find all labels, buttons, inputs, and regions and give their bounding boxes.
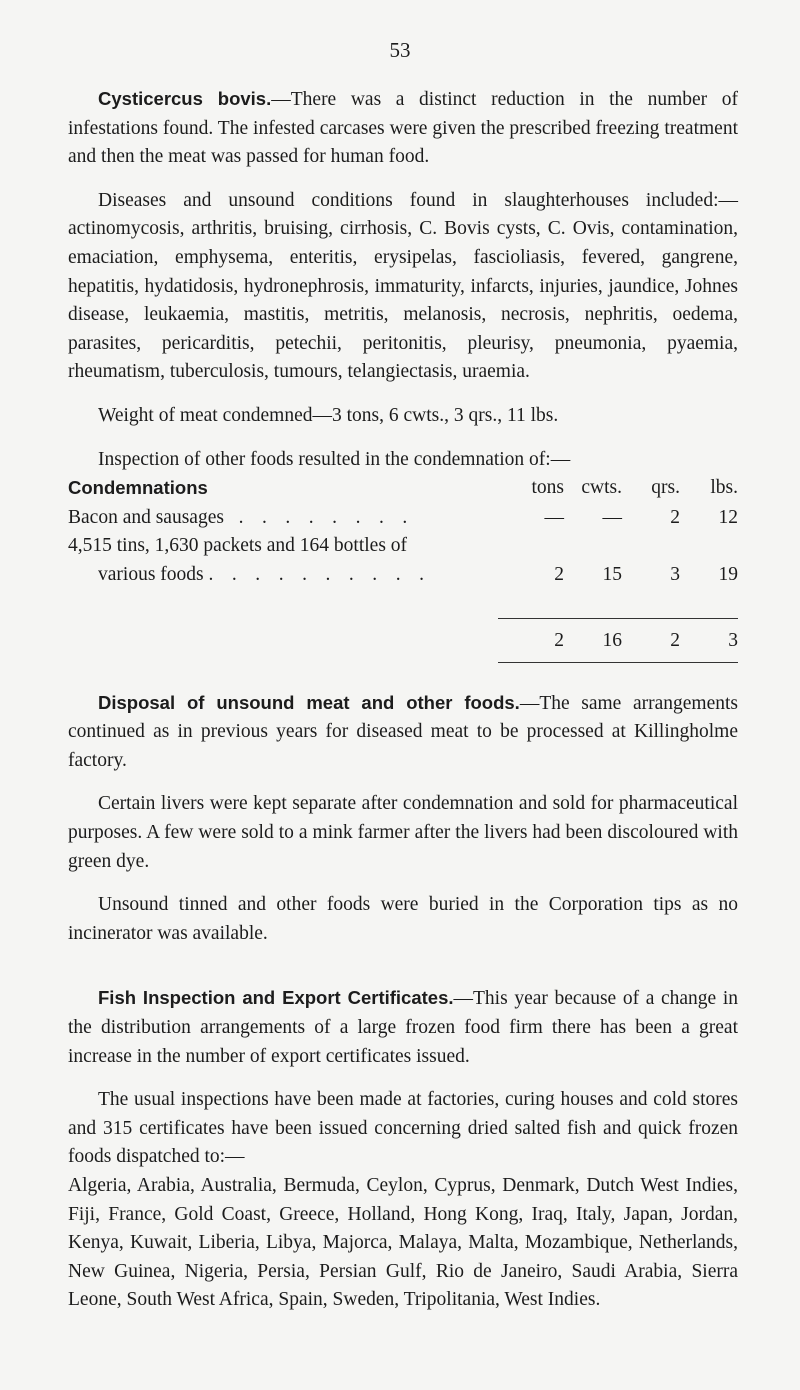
weight-condemned: Weight of meat condemned—3 tons, 6 cwts., 3 qrs., 11 lbs.	[98, 404, 559, 426]
other-foods-intro: Inspection of other foods resulted in the condemnation of:—	[98, 448, 571, 470]
total-cell: 2	[622, 619, 680, 663]
tinned-foods-paragraph: Unsound tinned and other foods were buried in the Corporation tips as no incinerator was available.	[68, 894, 738, 944]
livers-paragraph: Certain livers were kept separate after condemnation and sold for pharmaceutical purposes. A few were sold to a mink farmer after the livers had been discoloured with green dye.	[68, 793, 738, 872]
table-cell: 2	[670, 506, 680, 528]
table-cell: 2	[554, 563, 564, 585]
table-cell: —	[602, 506, 622, 528]
cysticercus-paragraph	[68, 85, 738, 172]
row-label: Bacon and sausages	[68, 506, 224, 528]
table-row	[68, 532, 738, 561]
condemnations-heading: Condemnations	[68, 477, 208, 499]
column-header: tons	[531, 477, 564, 499]
total-cell: 16	[564, 619, 622, 663]
row-label: 4,515 tins, 1,630 packets and 164 bottles of	[68, 535, 408, 557]
disposal-paragraph	[68, 689, 738, 776]
disposal-text: —The same arrangements continued as in previous years for diseased meat to be processed at Killingholme factory.	[68, 692, 738, 771]
disposal-heading: Disposal of unsound meat and other foods.	[98, 691, 520, 713]
condemnations-table	[68, 474, 738, 663]
column-header: cwts.	[581, 477, 622, 499]
fish-paragraph	[68, 984, 738, 1071]
fish-text: —This year because of a change in the distribution arrangements of a large frozen food firm there has been a great increase in the number of export certificates issued.	[68, 988, 739, 1067]
countries-paragraph: Algeria, Arabia, Australia, Bermuda, Ceylon, Cyprus, Denmark, Dutch West Indies, Fiji, France, Gold Coast, Greece, Holland, Hong Kong, Iraq, Italy, Japan, Jordan, Kenya, Kuwait, Liberia, Libya, Majorca, Malaya, Malta, Mozambique, Netherlands, New Guinea, Nigeria, Persia, Persian Gulf, Rio de Janeiro, Saudi Arabia, Sierra Leone, South West Africa, Spain, Sweden, Tripolitania, West Indies.	[68, 1175, 738, 1311]
table-cell: 3	[670, 563, 680, 585]
inspections-paragraph: The usual inspections have been made at factories, curing houses and cold stores and 315 certificates have been issued concerning dried salted fish and quick frozen foods dispatched to:—	[68, 1089, 738, 1168]
fish-heading: Fish Inspection and Export Certificates.	[98, 987, 454, 1009]
leader-dots: . . . . . . . .	[238, 506, 415, 528]
page-body	[68, 85, 738, 1315]
total-cell: 3	[680, 619, 738, 663]
table-cell: —	[544, 506, 564, 528]
cysticercus-text: —There was a distinct reduction in the number of infestations found. The infested carcases were given the prescribed freezing treatment and then the meat was passed for human food.	[68, 89, 738, 168]
table-row	[68, 561, 738, 590]
column-header: lbs.	[710, 477, 738, 499]
table-header-row	[68, 474, 738, 504]
leader-dots: . . . . . . . . . .	[208, 563, 431, 585]
total-cell: 2	[498, 619, 564, 663]
table-cell: 19	[718, 563, 738, 585]
page-number: 53	[389, 38, 411, 62]
table-row	[68, 504, 738, 533]
table-cell: 15	[602, 563, 622, 585]
diseases-paragraph: Diseases and unsound conditions found in slaughterhouses included:— actinomycosis, arthritis, bruising, cirrhosis, C. Bovis cysts, C. Ovis, contamination, emaciation, emphysema, enteritis, erysipelas, fascioliasis, fevered, gangrene, hepatitis, hydatidosis, hydronephrosis, immaturity, infarcts, injuries, jaundice, Johnes disease, leukaemia, mastitis, metritis, melanosis, necrosis, nephritis, oedema, parasites, pericarditis, petechii, peritonitis, pleurisy, pneumonia, pyaemia, rheumatism, tuberculosis, tumours, telangiectasis, uraemia.	[68, 189, 738, 383]
row-label-continued: various foods	[98, 563, 204, 585]
table-cell: 12	[718, 506, 738, 528]
cysticercus-heading: Cysticercus bovis.	[98, 88, 272, 109]
column-header: qrs.	[651, 477, 680, 499]
total-row	[68, 619, 738, 663]
